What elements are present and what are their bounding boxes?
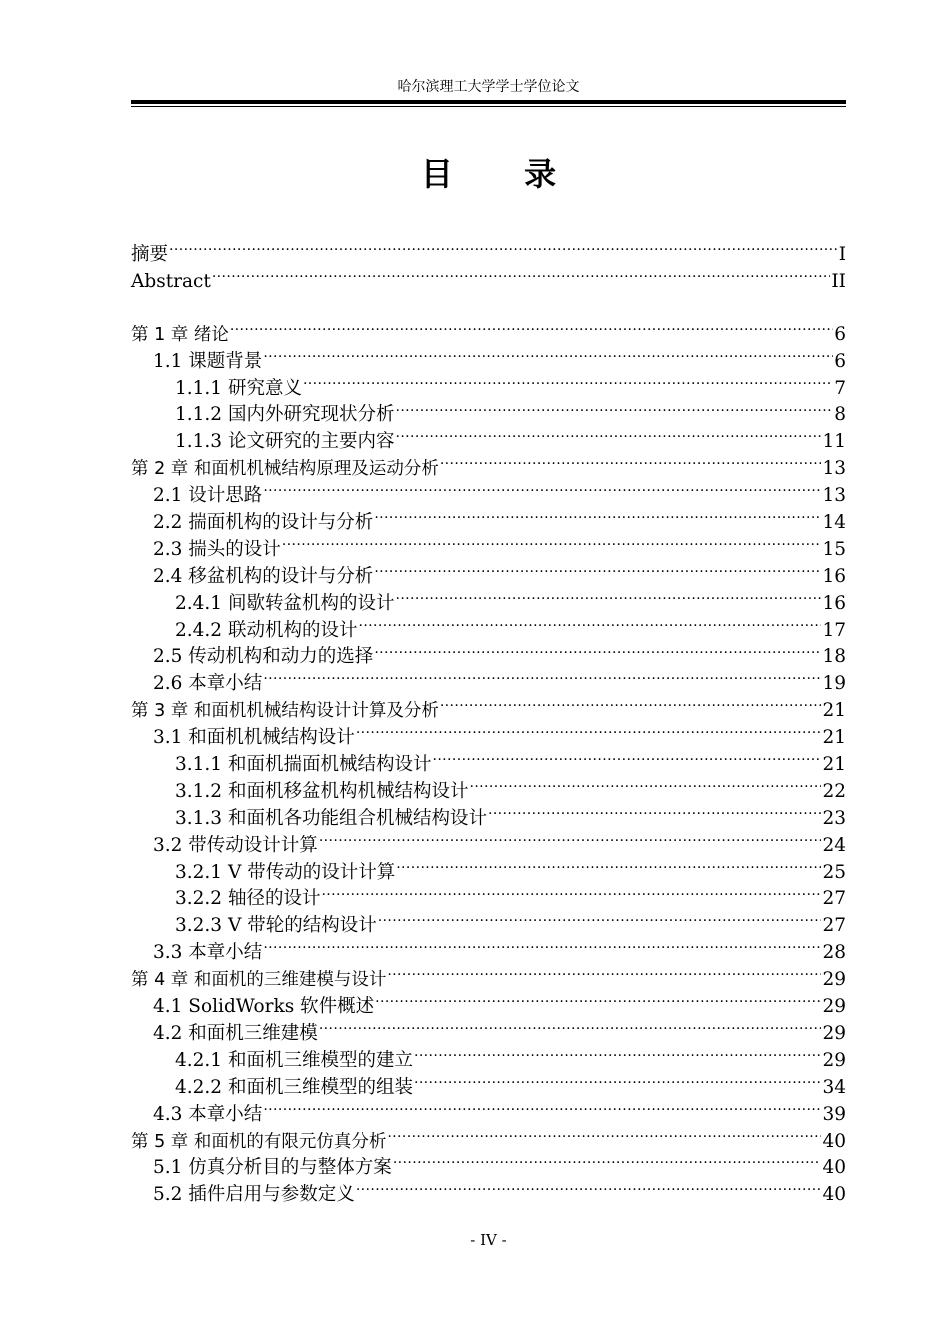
toc-dot-leader (414, 1046, 821, 1066)
toc-entry-title: 2.4 移盆机构的设计与分析 (153, 565, 374, 587)
toc-entry[interactable] (131, 965, 846, 992)
toc-entry[interactable] (131, 535, 846, 562)
toc-dot-leader (378, 911, 822, 931)
toc-entry-page: 17 (822, 619, 846, 641)
toc-entry-page: 27 (822, 888, 846, 910)
toc-dot-leader (440, 696, 822, 716)
toc-entry-page: 21 (822, 700, 846, 722)
toc-entry-title: 3.1.3 和面机各功能组合机械结构设计 (175, 807, 487, 829)
toc-dot-leader (303, 374, 833, 394)
toc-entry-title: 1.1.2 国内外研究现状分析 (175, 404, 395, 426)
toc-entry-page: 25 (822, 861, 846, 883)
toc-dot-leader (263, 669, 821, 689)
toc-entry-page: 18 (822, 646, 846, 668)
toc-entry-title: 3.1 和面机机械结构设计 (153, 727, 355, 749)
toc-entry-title: 4.2.1 和面机三维模型的建立 (175, 1049, 413, 1071)
toc-entry[interactable] (131, 1073, 846, 1100)
toc-entry[interactable] (131, 696, 846, 723)
toc-dot-leader (358, 616, 821, 636)
toc-dot-leader (374, 562, 821, 582)
toc-entry[interactable] (131, 1100, 846, 1127)
toc-entry-page: 29 (822, 969, 846, 991)
toc-dot-leader (230, 320, 833, 340)
toc-entry-title: 第 3 章 和面机机械结构设计计算及分析 (131, 701, 439, 722)
toc-entry-page: 15 (822, 538, 846, 560)
toc-entry[interactable] (131, 777, 846, 804)
toc-entry-page: 8 (834, 404, 846, 426)
toc-entry-page: I (838, 244, 846, 265)
toc-entry-title: 1.1 课题背景 (153, 350, 263, 372)
toc-entry-title: 3.2 带传动设计计算 (153, 834, 318, 856)
toc-entry-title: 摘要 (131, 244, 169, 265)
toc-entry[interactable] (131, 320, 846, 347)
toc-entry-page: 6 (834, 323, 846, 345)
toc-entry-page: 11 (822, 431, 846, 453)
toc-dot-leader (395, 400, 833, 420)
toc-dot-leader (263, 1100, 821, 1120)
page-number: - IV - (470, 1231, 507, 1249)
toc-entry-title: 3.1.1 和面机揣面机械结构设计 (175, 754, 432, 776)
toc-entry[interactable] (131, 562, 846, 589)
toc-entry-title: 4.2.2 和面机三维模型的组装 (175, 1076, 413, 1098)
toc-dot-leader (263, 481, 821, 501)
toc-entry[interactable] (131, 427, 846, 454)
toc-entry[interactable] (131, 589, 846, 616)
toc-entry-title: 3.2.1 V 带传动的设计计算 (175, 861, 396, 883)
toc-entry[interactable] (131, 938, 846, 965)
header-rule-thick (131, 100, 846, 104)
toc-spacer (131, 294, 846, 320)
toc-title: 目 录 (420, 155, 587, 193)
toc-entry[interactable] (131, 508, 846, 535)
header-rule-thin (131, 106, 846, 107)
toc-entry-title: 第 5 章 和面机的有限元仿真分析 (131, 1131, 387, 1152)
toc-entry-title: 第 2 章 和面机机械结构原理及运动分析 (131, 459, 439, 480)
toc-dot-leader (395, 589, 821, 609)
toc-entry[interactable] (131, 750, 846, 777)
toc-dot-leader (488, 804, 821, 824)
toc-entry[interactable] (131, 884, 846, 911)
toc-entry[interactable] (131, 454, 846, 481)
toc-dot-leader (169, 240, 838, 260)
toc-entry-page: 6 (834, 350, 846, 372)
toc-dot-leader (396, 858, 821, 878)
toc-entry-page: 40 (822, 1157, 846, 1179)
toc-entry-title: 2.1 设计思路 (153, 485, 263, 507)
toc-entry-title: 5.2 插件启用与参数定义 (153, 1184, 355, 1206)
toc-entry[interactable] (131, 481, 846, 508)
toc-entry[interactable] (131, 1127, 846, 1154)
toc-dot-leader (374, 642, 821, 662)
toc-entry[interactable] (131, 804, 846, 831)
table-of-contents (131, 240, 846, 1207)
toc-entry-page: 21 (822, 727, 846, 749)
toc-dot-leader (356, 1180, 822, 1200)
toc-entry-page: 34 (822, 1076, 846, 1098)
toc-dot-leader (432, 750, 821, 770)
toc-dot-leader (319, 831, 822, 851)
toc-entry-page: 29 (822, 1022, 846, 1044)
toc-entry-page: 29 (822, 1049, 846, 1071)
toc-entry-title: 第 4 章 和面机的三维建模与设计 (131, 970, 387, 991)
toc-entry-title: 3.2.2 轴径的设计 (175, 888, 321, 910)
toc-entry[interactable] (131, 1019, 846, 1046)
toc-dot-leader (374, 508, 821, 528)
toc-entry-title: 3.3 本章小结 (153, 942, 263, 964)
toc-entry-title: 4.2 和面机三维建模 (153, 1022, 318, 1044)
toc-entry-title: 2.5 传动机构和动力的选择 (153, 646, 374, 668)
toc-dot-leader (440, 454, 822, 474)
toc-entry-page: 19 (822, 673, 846, 695)
toc-dot-leader (263, 938, 821, 958)
toc-entry-page: 40 (822, 1130, 846, 1152)
toc-entry-page: II (831, 270, 846, 292)
toc-entry[interactable] (131, 1180, 846, 1207)
toc-entry-title: 2.4.2 联动机构的设计 (175, 619, 358, 641)
toc-entry-title: 1.1.1 研究意义 (175, 377, 302, 399)
toc-dot-leader (469, 777, 821, 797)
toc-entry[interactable] (131, 992, 846, 1019)
toc-entry-page: 16 (822, 565, 846, 587)
toc-dot-leader (282, 535, 822, 555)
toc-dot-leader (393, 1153, 822, 1173)
toc-entry[interactable] (131, 911, 846, 938)
toc-dot-leader (263, 347, 833, 367)
toc-entry-page: 29 (822, 996, 846, 1018)
toc-entry-title: 2.4.1 间歇转盆机构的设计 (175, 592, 395, 614)
toc-dot-leader (319, 1019, 822, 1039)
toc-dot-leader (356, 723, 822, 743)
toc-entry-title: 4.1 SolidWorks 软件概述 (153, 996, 375, 1018)
toc-entry-page: 39 (822, 1103, 846, 1125)
toc-entry-title: 4.3 本章小结 (153, 1103, 263, 1125)
toc-entry-title: 3.1.2 和面机移盆机构机械结构设计 (175, 780, 469, 802)
toc-entry-title: 2.2 揣面机构的设计与分析 (153, 512, 374, 534)
toc-entry-page: 27 (822, 915, 846, 937)
toc-entry[interactable] (131, 642, 846, 669)
toc-entry-title: 5.1 仿真分析目的与整体方案 (153, 1157, 392, 1179)
toc-dot-leader (414, 1073, 821, 1093)
toc-front-matter (131, 240, 846, 294)
toc-entry[interactable] (131, 347, 846, 374)
toc-entry[interactable] (131, 616, 846, 643)
toc-entry-title: 第 1 章 绪论 (131, 324, 229, 345)
toc-entry[interactable] (131, 374, 846, 401)
toc-entry[interactable] (131, 831, 846, 858)
toc-entry[interactable] (131, 858, 846, 885)
toc-dot-leader (395, 427, 821, 447)
toc-entry-title: 2.6 本章小结 (153, 673, 263, 695)
toc-entry-page: 7 (834, 377, 846, 399)
toc-entry[interactable] (131, 240, 846, 267)
running-header: 哈尔滨理工大学学士学位论文 (397, 79, 580, 95)
toc-entry[interactable] (131, 1153, 846, 1180)
toc-entry-page: 24 (822, 834, 846, 856)
toc-entry-page: 28 (822, 942, 846, 964)
toc-entry[interactable] (131, 267, 846, 294)
toc-chapters (131, 320, 846, 1207)
toc-entry-title: Abstract (131, 270, 211, 292)
toc-entry-page: 21 (822, 754, 846, 776)
toc-entry-page: 16 (822, 592, 846, 614)
toc-entry[interactable] (131, 400, 846, 427)
toc-entry-page: 40 (822, 1184, 846, 1206)
toc-entry-page: 13 (822, 458, 846, 480)
toc-entry-title: 2.3 揣头的设计 (153, 538, 281, 560)
toc-entry-title: 1.1.3 论文研究的主要内容 (175, 431, 395, 453)
toc-entry[interactable] (131, 669, 846, 696)
toc-dot-leader (387, 1127, 821, 1147)
toc-entry-page: 14 (822, 512, 846, 534)
toc-dot-leader (387, 965, 821, 985)
toc-entry[interactable] (131, 1046, 846, 1073)
toc-dot-leader (212, 267, 831, 287)
toc-entry-page: 13 (822, 485, 846, 507)
toc-entry[interactable] (131, 723, 846, 750)
toc-entry-page: 23 (822, 807, 846, 829)
toc-entry-title: 3.2.3 V 带轮的结构设计 (175, 915, 377, 937)
toc-dot-leader (375, 992, 821, 1012)
toc-entry-page: 22 (822, 780, 846, 802)
toc-dot-leader (321, 884, 821, 904)
